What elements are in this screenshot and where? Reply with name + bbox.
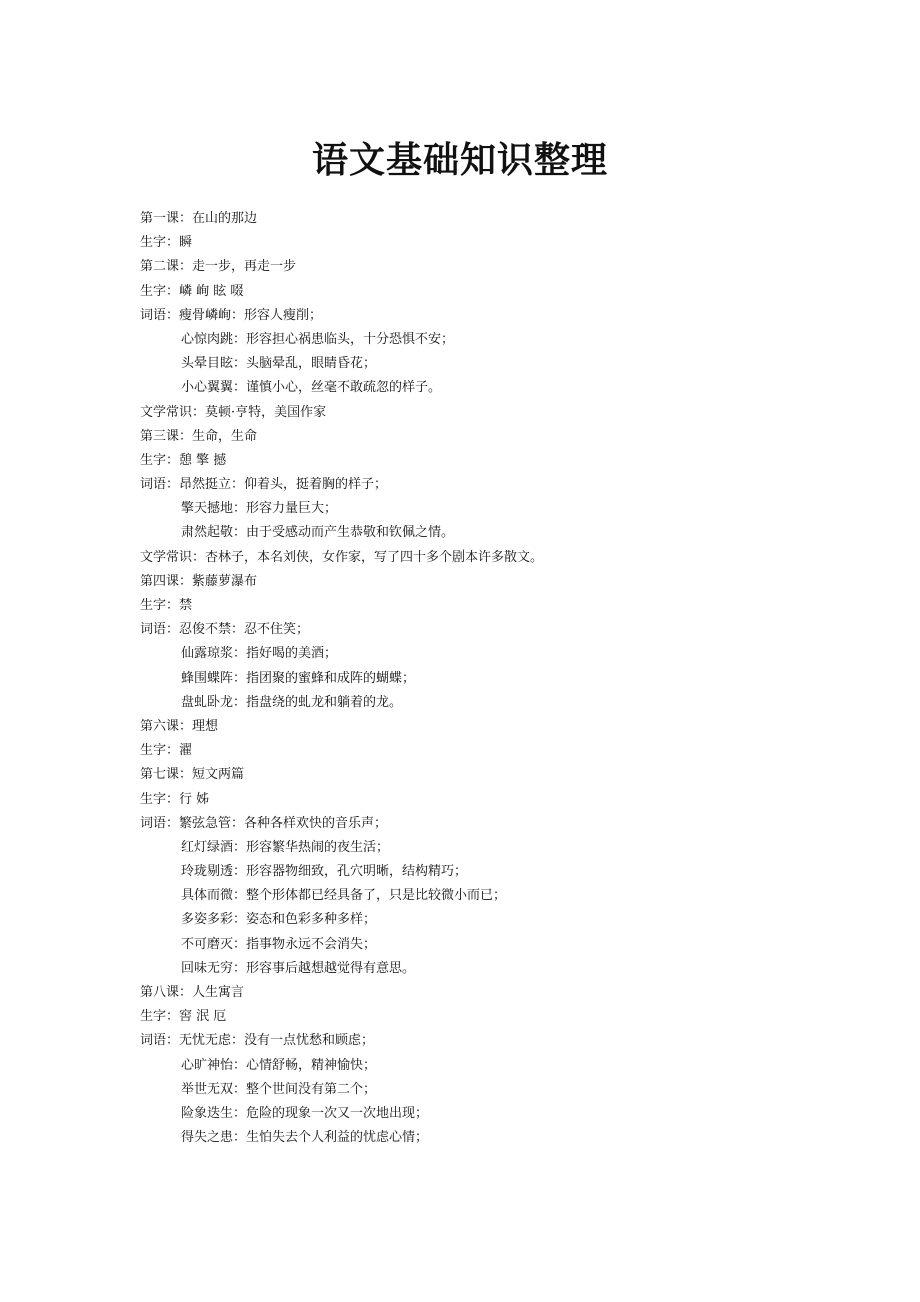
text-line: 回味无穷：形容事后越想越觉得有意思。 [181, 960, 416, 976]
text-line: 举世无双：整个世间没有第二个； [181, 1081, 377, 1097]
text-line: 词语：繁弦急管：各种各样欢快的音乐声； [140, 815, 388, 831]
text-line: 肃然起敬：由于受感动而产生恭敬和钦佩之情。 [181, 525, 455, 541]
text-line: 心旷神怡：心情舒畅，精神愉快； [181, 1057, 377, 1073]
document-body [140, 207, 840, 1150]
text-line: 第二课：走一步，再走一步 [140, 259, 297, 275]
text-line: 仙露琼浆：指好喝的美酒； [181, 646, 338, 662]
text-line: 红灯绿酒：形容繁华热闹的夜生活； [181, 839, 390, 855]
text-line: 生字：窖 泯 厄 [140, 1009, 227, 1025]
text-line: 险象迭生：危险的现象一次又一次地出现； [181, 1105, 429, 1121]
text-line: 心惊肉跳：形容担心祸患临头，十分恐惧不安； [181, 331, 455, 347]
text-line: 玲珑剔透：形容器物细致，孔穴明晰，结构精巧； [181, 864, 468, 880]
text-line: 生字：行 姊 [140, 791, 210, 807]
text-line: 第三课：生命，生命 [140, 428, 258, 444]
text-line: 词语：无忧无虑：没有一点忧愁和顾虑； [140, 1033, 375, 1049]
text-line: 第四课：紫藤萝瀑布 [140, 573, 258, 589]
text-line: 词语：忍俊不禁：忍不住笑； [140, 622, 310, 638]
text-line: 盘虬卧龙：指盘绕的虬龙和躺着的龙。 [181, 694, 403, 710]
text-line: 文学常识：莫顿·亨特，美国作家 [140, 404, 327, 420]
text-line: 第六课：理想 [140, 718, 219, 734]
text-line: 小心翼翼：谨慎小心，丝毫不敢疏忽的样子。 [181, 380, 442, 396]
page-title: 语文基础知识整理 [311, 139, 608, 181]
text-line: 文学常识：杏林子，本名刘侠，女作家，写了四十多个剧本许多散文。 [140, 549, 544, 565]
text-line: 词语：瘦骨嶙峋：形容人瘦削； [140, 307, 323, 323]
text-line: 生字：憩 擎 撼 [140, 452, 227, 468]
text-line: 第一课：在山的那边 [140, 211, 258, 226]
text-line: 具体而微：整个形体都已经具备了，只是比较微小而已； [181, 888, 507, 904]
text-line: 不可磨灭：指事物永远不会消失； [181, 936, 377, 952]
text-line: 多姿多彩：姿态和色彩多种多样； [181, 912, 377, 928]
text-line: 生字：瞬 [140, 235, 193, 251]
text-line: 词语：昂然挺立：仰着头，挺着胸的样子； [140, 477, 388, 493]
text-line: 生字：嶙 峋 眩 啜 [140, 283, 244, 299]
text-line: 得失之患：生怕失去个人利益的忧虑心情； [181, 1130, 429, 1146]
text-line: 第八课：人生寓言 [140, 985, 245, 1000]
text-line: 蜂围蝶阵：指团聚的蜜蜂和成阵的蝴蝶； [181, 670, 416, 686]
text-line: 第七课：短文两篇 [140, 767, 245, 783]
text-line: 生字：禁 [140, 598, 193, 613]
text-line: 生字：濯 [140, 743, 193, 759]
text-line: 擎天撼地：形容力量巨大； [181, 501, 338, 517]
text-line: 头晕目眩：头脑晕乱，眼睛昏花； [181, 356, 377, 372]
